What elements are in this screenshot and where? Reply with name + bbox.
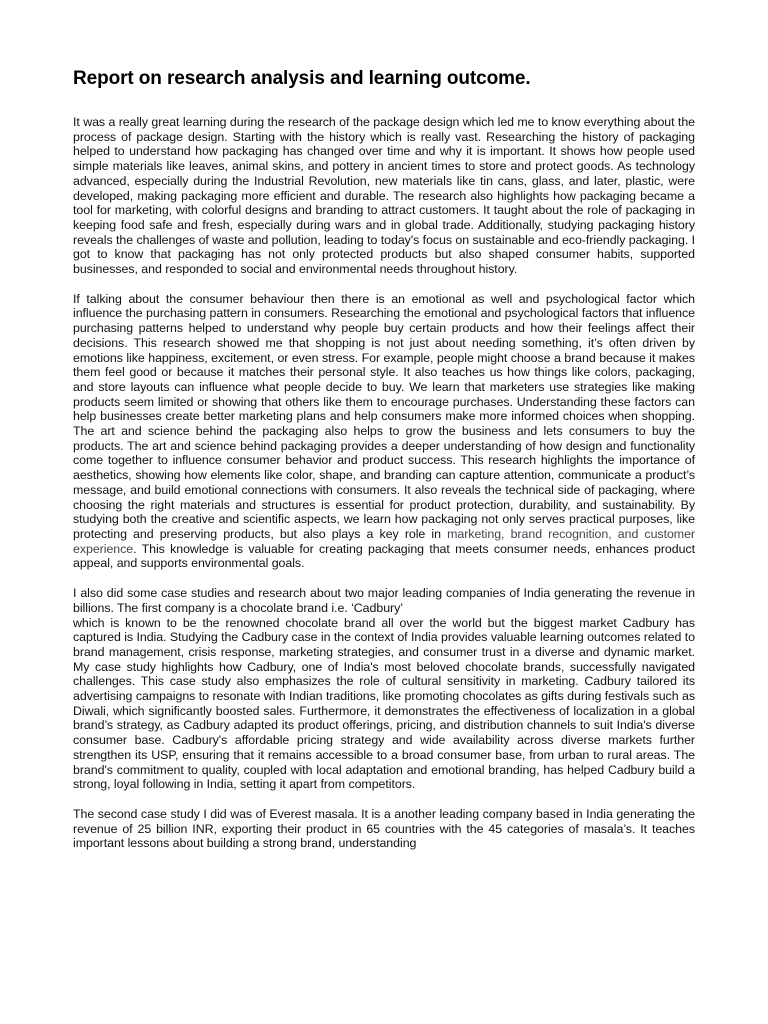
highlighted-phrase: marketing, brand recognition, and customer experience [73, 526, 695, 556]
cadbury-body-text: which is known to be the renowned chocolate brand all over the world but the biggest market Cadbury has captured is India. Studying the Cadbury case in the context of India provides valuable learning outcomes related to brand management, crisis response, marketing strategies, and consumer trust in a diverse and dynamic market. My case study highlights how Cadbury, one of India's most beloved chocolate brands, successfully navigated challenges. This case study also emphasizes the role of cultural sensitivity in marketing. Cadbury tailored its advertising campaigns to resonate with Indian traditions, like promoting chocolates as gifts during festivals such as Diwali, which significantly boosted sales. Furthermore, it demonstrates the effectiveness of localization in a global brand’s strategy, as Cadbury adapted its product offerings, pricing, and distribution channels to suit India's diverse consumer base. Cadbury's affordable pricing strategy and wide availability across diverse markets further strengthen its USP, ensuring that it remains accessible to a broad consumer base, from urban to rural areas. The brand's commitment to quality, coupled with local adaptation and emotional branding, has helped Cadbury build a strong, loyal following in India, setting it apart from competitors. [73, 615, 695, 792]
paragraph-packaging-history: It was a really great learning during the research of the package design which led me to know everything about the process of package design. Starting with the history which is really vast. Researching the history of packaging helped to understand how packaging has changed over time and why it is important. It shows how people used simple materials like leaves, animal skins, and pottery in ancient times to store and protect goods. As technology advanced, especially during the Industrial Revolution, new materials like tin cans, glass, and later, plastic, were developed, making packaging more efficient and durable. The research also highlights how packaging became a tool for marketing, with colorful designs and branding to attract customers. It taught about the role of packaging in keeping food safe and fresh, especially during wars and in global trade. Additionally, studying packaging history reveals the challenges of waste and pollution, leading to today's focus on sustainable and eco-friendly packaging. I got to know that packaging has not only protected products but also shaped consumer habits, supported businesses, and responded to social and environmental needs throughout history. [73, 115, 696, 277]
paragraph-cadbury-case-study [73, 586, 695, 792]
document-page [73, 66, 695, 866]
report-title: Report on research analysis and learning outcome. [73, 68, 531, 89]
paragraph-consumer-behaviour-text: If talking about the consumer behaviour then there is an emotional as well and psychological factor which influence the purchasing pattern in consumers. Researching the emotional and psychological factors that influence purchasing patterns helped to understand why people buy certain products and how their feelings affect their decisions. This research showed me that shopping is not just about needing something, it’s often driven by emotions like happiness, excitement, or even stress. For example, people might choose a brand because it makes them feel good or because it matches their personal style. It also teaches us how things like colors, packaging, and store layouts can influence what people decide to buy. We learn that marketers use strategies like making products seem limited or showing that others like them to encourage purchases. Understanding these factors can help businesses create better marketing plans and help consumers make more informed choices when shopping. The art and science behind the packaging also helps to grow the business and lets consumers to buy the products. The art and science behind packaging provides a deeper understanding of how design and functionality come together to influence consumer behavior and product success. This research highlights the importance of aesthetics, showing how elements like color, shape, and branding can capture attention, communicate a product’s message, and build emotional connections with consumers. It also reveals the technical side of packaging, where choosing the right materials and structures is essential for product protection, durability, and sustainability. By studying both the creative and scientific aspects, we learn how packaging not only serves practical purposes, like protecting and preserving products, but also plays a key role in [73, 291, 695, 541]
paragraph-everest-case-study: The second case study I did was of Everest masala. It is a another leading company based in India generating the revenue of 25 billion INR, exporting their product in 65 countries with the 45 categories of masala’s. It teaches important lessons about building a strong brand, understanding [73, 806, 695, 851]
paragraph-consumer-behaviour-end: . This knowledge is valuable for creating packaging that meets consumer needs, enhances product appeal, and supports environmental goals. [73, 541, 695, 571]
paragraph-consumer-behaviour [73, 292, 695, 571]
cadbury-intro-line: I also did some case studies and research about two major leading companies of India generating the revenue in billions. The first company is a chocolate brand i.e. ‘Cadbury’ [73, 586, 695, 615]
